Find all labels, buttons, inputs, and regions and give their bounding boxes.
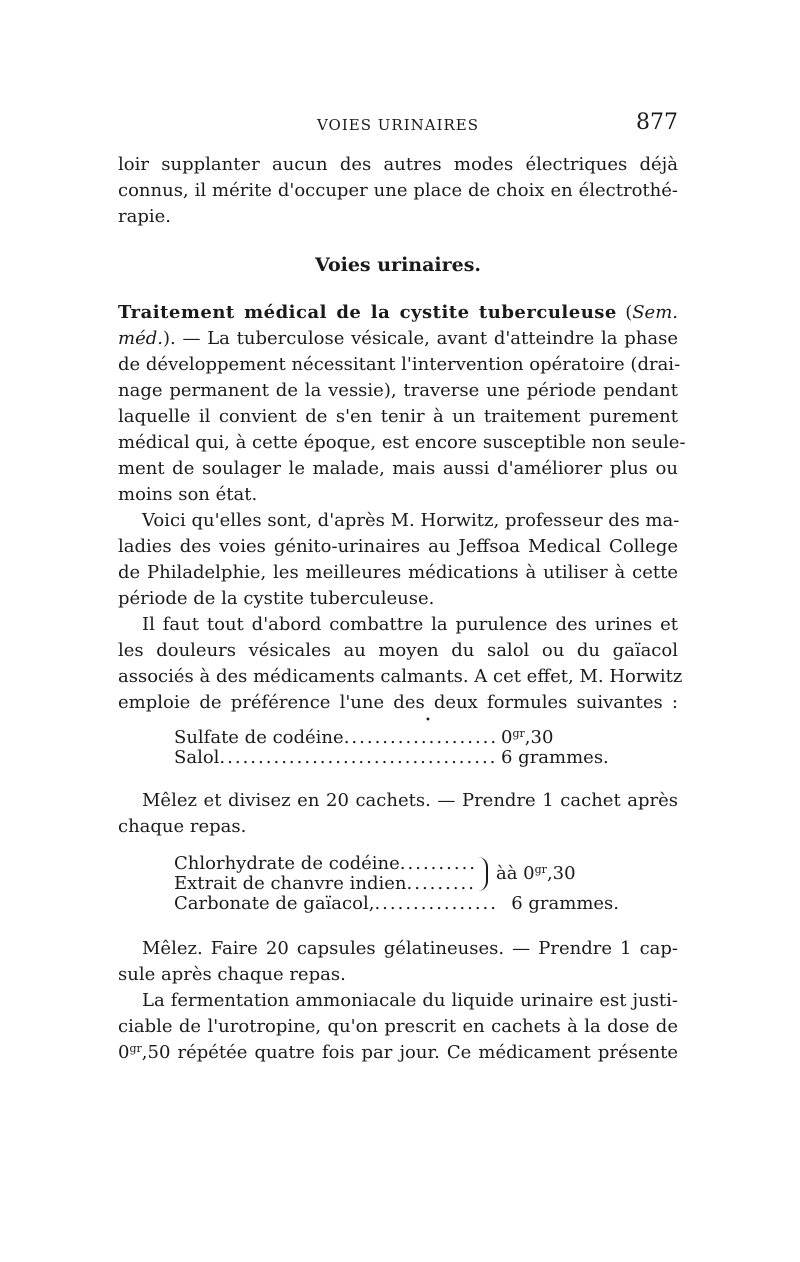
text-line: méd.). — La tuberculose vésicale, avant d'atteindre la phase xyxy=(118,328,678,349)
text-line: ment de soulager le malade, mais aussi d'améliorer plus ou xyxy=(118,458,678,479)
article-lead-title: Traitement médical de la cystite tuberculeuse xyxy=(118,302,617,323)
instruction-2 xyxy=(118,936,678,988)
text-line: emploie de préférence l'une des deux formules suivantes : xyxy=(118,692,678,713)
article-paragraph-3 xyxy=(118,612,683,716)
page-header xyxy=(118,112,678,148)
ingredient-name: Carbonate de gaïacol, xyxy=(174,893,375,914)
source-label: Sem. xyxy=(632,302,678,323)
formula-row xyxy=(174,874,474,894)
article-paragraph-4 xyxy=(118,988,678,1066)
text-line: période de la cystite tuberculeuse. xyxy=(118,588,435,609)
formula-row xyxy=(174,728,619,748)
text-line: rapie. xyxy=(118,206,171,227)
ingredient-name: Sulfate de codéine xyxy=(174,727,344,748)
text-line: laquelle il convient de s'en tenir à un traitement purement xyxy=(118,406,678,427)
formula-row xyxy=(174,894,619,914)
formula-1 xyxy=(174,728,619,768)
text-line: de Philadelphie, les meilleures médications à utiliser à cette xyxy=(118,562,678,583)
leader-dots xyxy=(219,748,497,768)
source-open: ( xyxy=(616,302,633,323)
stray-mark: • xyxy=(425,715,431,726)
leader-dots xyxy=(407,874,475,894)
text-line: les douleurs vésicales au moyen du salol ou du gaïacol xyxy=(118,640,678,661)
text-line: loir supplanter aucun des autres modes électriques déjà xyxy=(118,154,678,175)
ingredient-dose: 6 grammes. xyxy=(511,893,619,914)
text-line: $0^{gr},50$ répétée quatre fois par jour. Ce médicament présente xyxy=(118,1042,678,1063)
text-line: Voici qu'elles sont, d'après M. Horwitz, professeur des ma- xyxy=(142,510,680,531)
text-line: Mêlez et divisez en 20 cachets. — Prendre 1 cachet après xyxy=(142,790,678,811)
text-line: moins son état. xyxy=(118,484,258,505)
text-line xyxy=(118,300,678,326)
curly-brace xyxy=(476,857,488,891)
text-line: ladies des voies génito-urinaires au Jeffsoa Medical College xyxy=(118,536,678,557)
text-line: connus, il mérite d'occuper une place de choix en électrothé- xyxy=(118,180,678,201)
text-line: Mêlez. Faire 20 capsules gélatineuses. — Prendre 1 cap- xyxy=(142,938,678,959)
intro-paragraph xyxy=(118,152,678,230)
leader-dots xyxy=(374,894,497,914)
ingredient-dose: 6 grammes. xyxy=(501,747,609,768)
grouped-dose: àà $0^{gr},30$ xyxy=(496,863,576,884)
source-label-end: méd. xyxy=(118,328,163,349)
text-line: chaque repas. xyxy=(118,816,247,837)
formula-row xyxy=(174,854,474,874)
leader-dots xyxy=(344,728,497,748)
ingredient-name: Chlorhydrate de codéine xyxy=(174,853,400,874)
text-line: sule après chaque repas. xyxy=(118,964,346,985)
article-paragraph-2 xyxy=(118,508,678,612)
running-title: VOIES URINAIRES xyxy=(316,116,480,134)
text-line: nage permanent de la vessie), traverse une période pendant xyxy=(118,380,678,401)
text-line: Il faut tout d'abord combattre la purulence des urines et xyxy=(142,614,678,635)
leader-dots xyxy=(400,854,474,874)
formula-2 xyxy=(174,854,619,914)
section-title: Voies urinaires. xyxy=(314,254,482,276)
page-number: 877 xyxy=(636,110,678,135)
ingredient-dose: $0^{gr},30$ xyxy=(501,727,554,748)
formula-row xyxy=(174,748,619,768)
instruction-1 xyxy=(118,788,678,840)
text-line: médical qui, à cette époque, est encore susceptible non seule- xyxy=(118,432,686,453)
text-line: associés à des médicaments calmants. A cet effet, M. Horwitz xyxy=(118,666,683,687)
text-line: La fermentation ammoniacale du liquide urinaire est justi- xyxy=(142,990,678,1011)
article-paragraph-1 xyxy=(118,300,686,508)
text-line: de développement nécessitant l'intervention opératoire (drai- xyxy=(118,354,681,375)
ingredient-name: Salol xyxy=(174,747,220,768)
page-body xyxy=(118,152,686,1066)
grouped-ingredients xyxy=(174,854,619,894)
text-line: ciable de l'urotropine, qu'on prescrit en cachets à la dose de xyxy=(118,1016,678,1037)
ingredient-name: Extrait de chanvre indien xyxy=(174,873,407,894)
